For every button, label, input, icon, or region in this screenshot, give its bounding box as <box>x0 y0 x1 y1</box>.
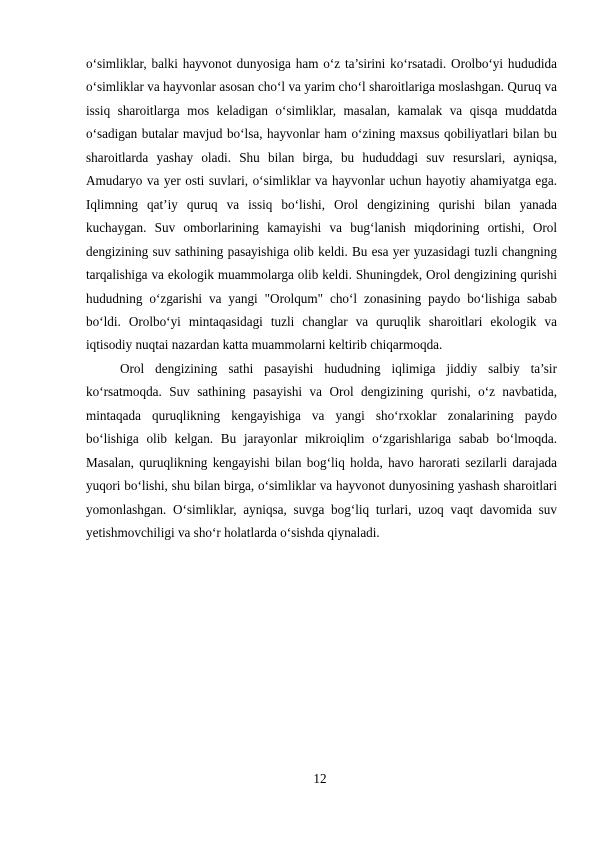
page-number: 12 <box>313 771 327 786</box>
body-paragraph-1: o‘simliklar, balki hayvonot dunyosiga ham o‘z ta’sirini ko‘rsatadi. Orolbo‘yi hududida o‘simliklar va hayvonlar asosan cho‘l va yarim cho‘l sharoitlariga moslashgan. Quruq va issiq sharoitlarga mos keladigan o‘simliklar, masalan, kamalak va qisqa muddatda o‘sadigan butalar mavjud bo‘lsa, hayvonlar ham o‘zining maxsus qobiliyatlari bilan bu sharoitlarda yashay oladi. Shu bilan birga, bu hududdagi suv resurslari, ayniqsa, Amudaryo va yer osti suvlari, o‘simliklar va hayvonlar uchun hayotiy ahamiyatga ega. Iqlimning qat’iy quruq va issiq bo‘lishi, Orol dengizining qurishi bilan yanada kuchaygan. Suv omborlarining kamayishi va bug‘lanish miqdorining ortishi, Orol dengizining suv sathining pasayishiga olib keldi. Bu esa yer yuzasidagi tuzli changning tarqalishiga va ekologik muammolarga olib keldi. Shuningdek, Orol dengizining qurishi hududning o‘zgarishi va yangi "Orolqum" cho‘l zonasining paydo bo‘lishiga sabab bo‘ldi. Orolbo‘yi mintaqasidagi tuzli changlar va quruqlik sharoitlari ekologik va iqtisodiy nuqtai nazardan katta muammolarni keltirib chiqarmoqda. <box>86 56 557 353</box>
body-paragraph-2: Orol dengizining sathi pasayishi hududning iqlimiga jiddiy salbiy ta’sir ko‘rsatmoqda. Suv sathining pasayishi va Orol dengizining qurishi, o‘z navbatida, mintaqada quruqlikning kengayishiga va yangi sho‘rxoklar zonalarining paydo bo‘lishiga olib kelgan. Bu jarayonlar mikroiqlim o‘zgarishlariga sabab bo‘lmoqda. Masalan, quruqlikning kengayishi bilan bog‘liq holda, havo harorati sezilarli darajada yuqori bo‘lishi, shu bilan birga, o‘simliklar va hayvonot dunyosining yashash sharoitlari yomonlashgan. O‘simliklar, ayniqsa, suvga bog‘liq turlari, uzoq vaqt davomida suv yetishmovchiligi va sho‘r holatlarda o‘sishda qiynaladi. <box>86 360 557 541</box>
document-page <box>86 52 557 545</box>
